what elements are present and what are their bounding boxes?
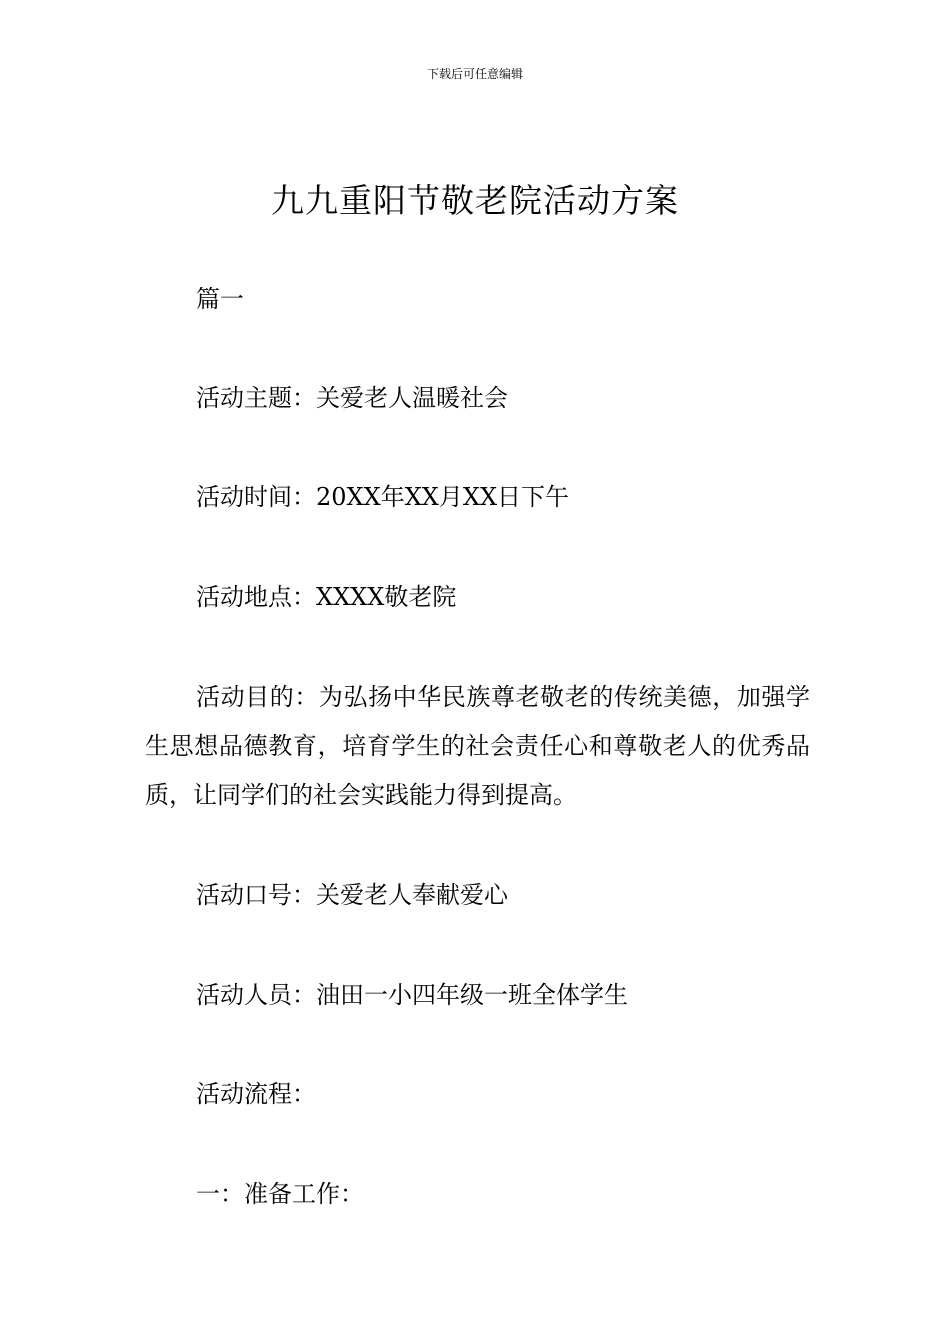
activity-process: 活动流程： <box>196 1080 316 1108</box>
document-title: 九九重阳节敬老院活动方案 <box>271 181 679 220</box>
activity-time: 活动时间：20XX年XX月XX日下午 <box>196 483 570 511</box>
activity-purpose: 活动目的：为弘扬中华民族尊老敬老的传统美德，加强学生思想品德教育，培育学生的社会责任心和尊敬老人的优秀品质，让同学们的社会实践能力得到提高。 <box>145 683 810 809</box>
activity-slogan: 活动口号：关爱老人奉献爱心 <box>196 881 508 909</box>
activity-place: 活动地点：XXXX敬老院 <box>196 583 457 611</box>
header-note: 下载后可任意编辑 <box>426 67 523 81</box>
preparation-step: 一：准备工作： <box>196 1180 364 1208</box>
activity-theme: 活动主题：关爱老人温暖社会 <box>196 384 508 412</box>
activity-participants: 活动人员：油田一小四年级一班全体学生 <box>196 981 628 1009</box>
section-heading: 篇一 <box>196 285 244 313</box>
